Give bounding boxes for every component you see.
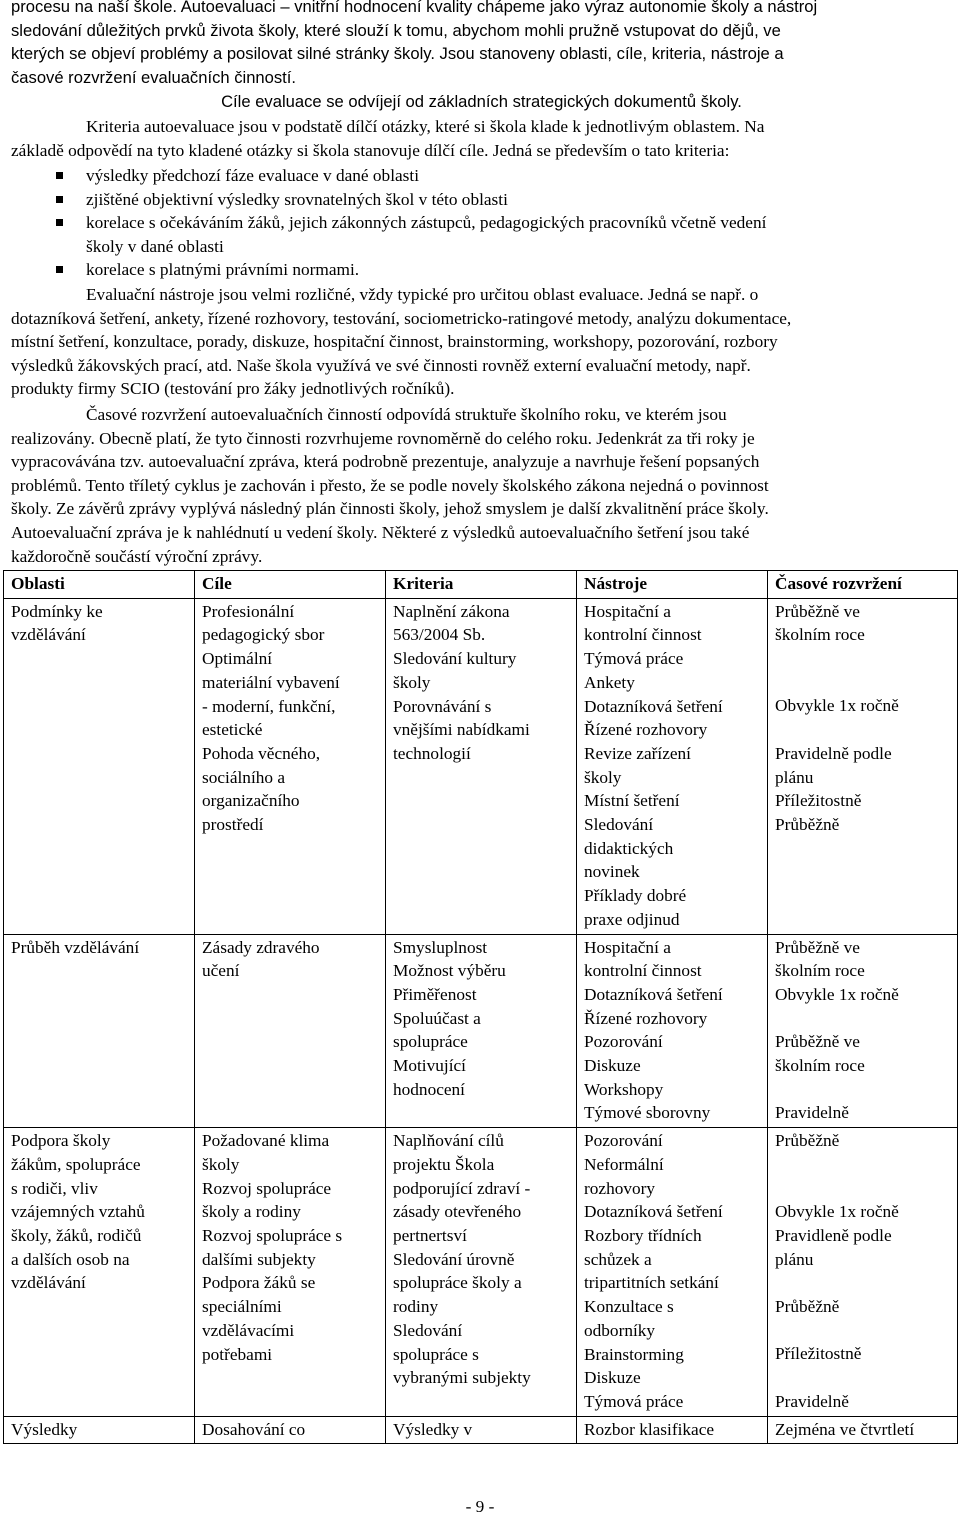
text-line: vypracovávána tzv. autoevaluační zpráva, která podrobně prezentuje, analyzuje a navrhuje řešení popsaných — [11, 452, 760, 472]
cell-line: Průběžně ve — [775, 1032, 860, 1052]
text-line: Autoevaluační zpráva je k nahlédnutí u vedení školy. Některé z výsledků autoevaluačního šetření jsou také — [11, 522, 750, 542]
cell-line: Naplňování cílů — [393, 1131, 504, 1151]
cell-line: Možnost výběru — [393, 961, 506, 981]
cell-line: Místní šetření — [584, 791, 680, 811]
cell-line: organizačního — [202, 791, 300, 811]
evaluation-table — [3, 570, 958, 1444]
cell-line: Rozbory třídních — [584, 1225, 702, 1245]
tools-paragraph — [11, 283, 952, 401]
text-line: výsledky předchozí fáze evaluace v dané oblasti — [86, 166, 419, 185]
cell-line: materiální vybavení — [202, 672, 340, 692]
cell-line: Sledování — [584, 815, 654, 835]
cell-line: Pohoda věcného, — [202, 743, 321, 763]
cell-line: Sledování — [393, 1320, 463, 1340]
criteria-paragraph — [11, 115, 952, 162]
text-line: Časové rozvržení autoevaluačních činností odpovídá struktuře školního roku, ve kterém jsou — [86, 405, 727, 424]
cell-casove-rozvrzeni — [768, 934, 958, 1128]
cell-line: Příležitostně — [775, 1344, 862, 1364]
cell-line: projektu Škola — [393, 1154, 495, 1174]
cell-line: Dotazníková šetření — [584, 984, 723, 1004]
blank-line — [775, 671, 952, 695]
blank-line — [775, 1078, 952, 1102]
cell-line: Průběh vzdělávání — [11, 937, 140, 957]
cell-line: školním roce — [775, 961, 865, 981]
cell-line: Týmová práce — [584, 649, 684, 669]
goals-line: Cíle evaluace se odvíjejí od základních strategických dokumentů školy. — [221, 92, 742, 111]
cell-line: Zejména ve čtvrtletí — [775, 1419, 915, 1439]
text-line: zjištěné objektivní výsledky srovnatelných škol v této oblasti — [86, 189, 508, 209]
cell-line: Rozvoj spolupráce s — [202, 1225, 343, 1245]
cell-cile — [195, 1416, 386, 1444]
cell-line: školy — [584, 767, 622, 787]
column-header-cile: Cíle — [195, 571, 386, 599]
cell-line: školy — [393, 672, 431, 692]
cell-line: didaktických — [584, 838, 674, 858]
cell-line: Příležitostně — [775, 791, 862, 811]
cell-casove-rozvrzeni — [768, 598, 958, 934]
cell-line: Týmové sborovny — [584, 1103, 711, 1123]
timing-paragraph — [11, 403, 952, 568]
cell-line: - moderní, funkční, — [202, 696, 336, 716]
bullet-item — [11, 258, 952, 282]
cell-line: kontrolní činnost — [584, 625, 702, 645]
cell-line: Hospitační a — [584, 937, 671, 957]
cell-line: Obvykle 1x ročně — [775, 696, 899, 716]
cell-line: Pravidelně podle — [775, 743, 892, 763]
cell-nastroje — [577, 1416, 768, 1444]
cell-line: speciálními — [202, 1297, 282, 1317]
cell-line: rozhovory — [584, 1178, 656, 1198]
column-header-nastroje: Nástroje — [577, 571, 768, 599]
text-line: procesu na naší škole. Autoevaluaci – vnitřní hodnocení kvality chápeme jako výraz autonomie školy a nástroj — [11, 0, 818, 16]
cell-line: plánu — [775, 1249, 814, 1269]
cell-line: prostředí — [202, 815, 264, 835]
text-line: produkty firmy SCIO (testování pro žáky jednotlivých ročníků). — [11, 379, 455, 399]
blank-line — [775, 1153, 952, 1177]
cell-line: spolupráce školy a — [393, 1273, 522, 1293]
cell-line: vzdělávání — [11, 625, 86, 645]
cell-line: Požadované klima — [202, 1131, 330, 1151]
cell-line: Pravidelně — [775, 1103, 849, 1123]
bullet-item — [11, 164, 952, 188]
cell-line: schůzek a — [584, 1249, 652, 1269]
table-row — [4, 598, 958, 934]
cell-line: Výsledky — [11, 1419, 78, 1439]
cell-line: vnějšími nabídkami — [393, 720, 530, 740]
cell-line: Řízené rozhovory — [584, 720, 708, 740]
cell-oblasti — [4, 598, 195, 934]
cell-line: Workshopy — [584, 1079, 664, 1099]
cell-line: potřebami — [202, 1344, 273, 1364]
cell-cile — [195, 598, 386, 934]
text-line: kterých se objeví problémy a posilovat silné stránky školy. Jsou stanoveny oblasti, cíle, kriteria, nástroje a — [11, 44, 784, 64]
text-line: každoročně součástí výroční zprávy. — [11, 546, 263, 566]
cell-line: Diskuze — [584, 1368, 641, 1388]
cell-line: Průběžně — [775, 814, 840, 834]
cell-line: Spoluúčast a — [393, 1008, 481, 1028]
text-line: problémů. Tento tříletý cyklus je zachován i přesto, že se podle novely školského zákona nejedná o povinnost — [11, 475, 769, 495]
cell-line: kontrolní činnost — [584, 961, 702, 981]
blank-line — [775, 1271, 952, 1295]
cell-casove-rozvrzeni — [768, 1416, 958, 1444]
text-line: školy. Ze závěrů zprávy vyplývá následný plán činnosti školy, jehož smyslem je další zkvalitnění práce školy. — [11, 499, 769, 519]
cell-line: Rozvoj spolupráce — [202, 1178, 332, 1198]
cell-line: Neformální — [584, 1154, 664, 1174]
cell-line: odborníky — [584, 1320, 656, 1340]
cell-line: školním roce — [775, 625, 865, 645]
cell-line: Dosahování co — [202, 1419, 306, 1439]
cell-line: tripartitních setkání — [584, 1273, 719, 1293]
text-line: korelace s očekáváním žáků, jejich zákonných zástupců, pedagogických pracovníků včetně vedení — [86, 213, 767, 233]
blank-line — [775, 1177, 952, 1201]
cell-line: Rozbor klasifikace — [584, 1419, 715, 1439]
cell-line: Podmínky ke — [11, 601, 103, 621]
cell-kriteria — [386, 598, 577, 934]
cell-line: Hospitační a — [584, 601, 671, 621]
cell-line: Obvykle 1x ročně — [775, 1202, 899, 1222]
blank-line — [775, 1319, 952, 1343]
blank-line — [775, 1366, 952, 1390]
cell-line: Průběžně — [775, 1297, 840, 1317]
criteria-bullet-list — [11, 164, 952, 282]
cell-line: vybranými subjekty — [393, 1368, 531, 1388]
cell-line: Průběžně — [775, 1131, 840, 1151]
cell-line: Dotazníková šetření — [584, 696, 723, 716]
cell-nastroje — [577, 598, 768, 934]
cell-line: školním roce — [775, 1056, 865, 1076]
page-number: - 9 - — [465, 1497, 495, 1516]
blank-line — [775, 1007, 952, 1031]
table-header-row — [4, 571, 958, 599]
cell-line: Motivující — [393, 1056, 466, 1076]
cell-line: Přiměřenost — [393, 984, 477, 1004]
cell-oblasti — [4, 1128, 195, 1416]
bullet-item — [11, 188, 952, 212]
cell-line: podporující zdraví - — [393, 1178, 531, 1198]
cell-kriteria — [386, 934, 577, 1128]
cell-line: pertnertsví — [393, 1225, 467, 1245]
cell-kriteria — [386, 1416, 577, 1444]
cell-line: Dotazníková šetření — [584, 1202, 723, 1222]
cell-kriteria — [386, 1128, 577, 1416]
cell-line: Pravidleně podle — [775, 1225, 892, 1245]
cell-line: vzdělávacími — [202, 1320, 295, 1340]
text-line: korelace s platnými právními normami. — [86, 260, 360, 280]
text-line: školy v dané oblasti — [86, 236, 224, 256]
cell-line: 563/2004 Sb. — [393, 625, 486, 645]
table-row — [4, 1128, 958, 1416]
cell-line: pedagogický sbor — [202, 625, 325, 645]
cell-line: Profesionální — [202, 601, 295, 621]
cell-line: školy a rodiny — [202, 1202, 301, 1222]
table-row — [4, 1416, 958, 1444]
cell-line: rodiny — [393, 1297, 439, 1317]
text-line: časové rozvržení evaluačních činností. — [11, 67, 297, 87]
cell-line: Pozorování — [584, 1131, 663, 1151]
blank-line — [775, 647, 952, 671]
cell-oblasti — [4, 1416, 195, 1444]
cell-line: školy — [202, 1154, 240, 1174]
column-header-kriteria: Kriteria — [386, 571, 577, 599]
cell-line: Ankety — [584, 672, 635, 692]
cell-line: hodnocení — [393, 1079, 465, 1099]
cell-line: vzájemných vztahů — [11, 1202, 145, 1222]
cell-line: Zásady zdravého — [202, 937, 320, 957]
cell-casove-rozvrzeni — [768, 1128, 958, 1416]
cell-line: technologií — [393, 743, 471, 763]
cell-line: školy, žáků, rodičů — [11, 1225, 142, 1245]
cell-line: žákům, spolupráce — [11, 1154, 141, 1174]
cell-line: Sledování kultury — [393, 649, 517, 669]
cell-line: Obvykle 1x ročně — [775, 984, 899, 1004]
cell-line: spolupráce s — [393, 1344, 479, 1364]
text-line: sledování důležitých prvků života školy, které slouží k tomu, abychom mohli pružně vstupovat do dějů, ve — [11, 20, 781, 40]
cell-line: novinek — [584, 862, 640, 882]
cell-line: Konzultace s — [584, 1297, 674, 1317]
cell-line: Příklady dobré — [584, 886, 687, 906]
cell-line: Průběžně ve — [775, 601, 860, 621]
column-header-oblasti: Oblasti — [4, 571, 195, 599]
cell-line: Revize zařízení — [584, 743, 691, 763]
cell-line: spolupráce — [393, 1032, 468, 1052]
column-header-casove-rozvrzeni: Časové rozvržení — [768, 571, 958, 599]
cell-line: Pravidelně — [775, 1391, 849, 1411]
cell-cile — [195, 1128, 386, 1416]
cell-line: Podpora školy — [11, 1131, 111, 1151]
cell-line: s rodiči, vliv — [11, 1178, 98, 1198]
cell-line: vzdělávání — [11, 1273, 86, 1293]
blank-line — [775, 718, 952, 742]
cell-line: Sledování úrovně — [393, 1249, 515, 1269]
cell-line: plánu — [775, 767, 814, 787]
cell-line: sociálního a — [202, 767, 286, 787]
text-line: Evaluační nástroje jsou velmi rozličné, vždy typické pro určitou oblast evaluace. Jedná se např. o — [86, 285, 759, 304]
cell-line: Řízené rozhovory — [584, 1008, 708, 1028]
text-line: místní šetření, konzultace, porady, diskuze, hospitační činnost, brainstorming, workshopy, pozorování, rozbory — [11, 332, 778, 352]
cell-line: dalšími subjekty — [202, 1249, 316, 1269]
cell-line: Porovnávání s — [393, 696, 492, 716]
cell-nastroje — [577, 1128, 768, 1416]
cell-line: Smysluplnost — [393, 937, 488, 957]
cell-oblasti — [4, 934, 195, 1128]
cell-nastroje — [577, 934, 768, 1128]
cell-line: Naplnění zákona — [393, 601, 510, 621]
intro-paragraph — [11, 0, 952, 89]
cell-line: Podpora žáků se — [202, 1273, 316, 1293]
cell-line: praxe odjinud — [584, 909, 680, 929]
text-line: základě odpovědí na tyto kladené otázky si škola stanovuje dílčí cíle. Jedná se především o tato kriteria: — [11, 140, 730, 160]
text-line: výsledků žákovských prací, atd. Naše škola využívá ve své činnosti rovněž externí evaluační metody, např. — [11, 355, 751, 375]
text-line: Kriteria autoevaluace jsou v podstatě dílčí otázky, které si škola klade k jednotlivým oblastem. Na — [86, 117, 765, 136]
cell-cile — [195, 934, 386, 1128]
text-line: dotazníková šetření, ankety, řízené rozhovory, testování, sociometricko-ratingové metody, analýzu dokumentace, — [11, 308, 792, 328]
cell-line: učení — [202, 961, 240, 981]
bullet-item — [11, 211, 952, 258]
cell-line: zásady otevřeného — [393, 1202, 522, 1222]
cell-line: Optimální — [202, 649, 273, 669]
cell-line: Pozorování — [584, 1032, 663, 1052]
cell-line: Týmová práce — [584, 1391, 684, 1411]
cell-line: estetické — [202, 720, 263, 740]
cell-line: a dalších osob na — [11, 1249, 130, 1269]
cell-line: Výsledky v — [393, 1419, 473, 1439]
table-body — [4, 598, 958, 1444]
text-line: realizovány. Obecně platí, že tyto činnosti rozvrhujeme rovnoměrně do celého roku. Jedenkrát za tři roky je — [11, 428, 755, 448]
cell-line: Diskuze — [584, 1056, 641, 1076]
cell-line: Průběžně ve — [775, 937, 860, 957]
cell-line: Brainstorming — [584, 1344, 684, 1364]
table-row — [4, 934, 958, 1128]
